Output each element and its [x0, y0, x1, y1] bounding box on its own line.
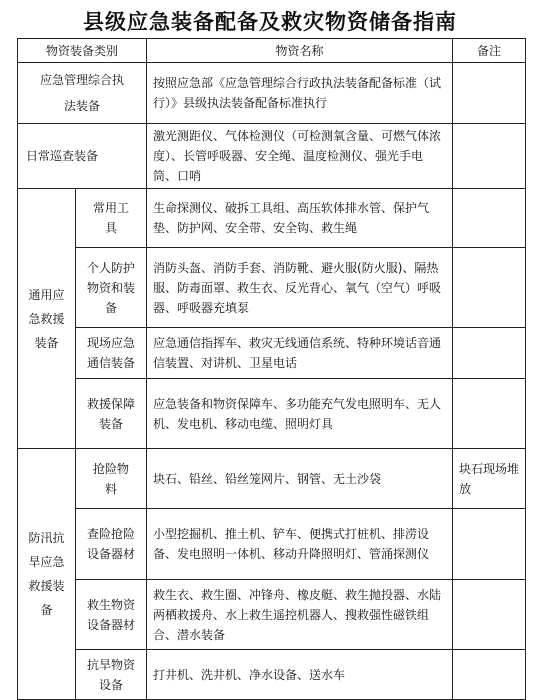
subcategory-cell: 抗旱物资设备 [76, 650, 147, 700]
table-row [18, 189, 526, 248]
items-cell: 小型挖掘机、推土机、铲车、便携式打桩机、排涝设备、发电照明一体机、移动升降照明灯、管涌探测仪 [147, 509, 453, 580]
items-cell: 激光测距仪、气体检测仪（可检测氧含量、可燃气体浓度）、长管呼吸器、安全绳、温度检测仪、强光手电筒、口哨 [147, 124, 453, 189]
subcategory-cell: 查险抢险设备器材 [76, 509, 147, 580]
table-row [18, 449, 526, 509]
table-row [18, 580, 526, 650]
items-cell: 应急装备和物资保障车、多功能充气发电照明车、无人机、发电机、移动电缆、照明灯具 [147, 379, 453, 449]
note-cell [453, 650, 526, 700]
category-cell: 应急管理综合执法装备 [18, 63, 147, 124]
items-cell: 救生衣、救生圈、冲锋舟、橡皮艇、救生抛投器、水陆两栖救援舟、水上救生遥控机器人、搜救强性磁铁组合、潜水装备 [147, 580, 453, 650]
equipment-table [17, 38, 526, 700]
items-cell: 消防头盔、消防手套、消防靴、避火服(防火服)、隔热服、防毒面罩、救生衣、反光背心、氧气（空气）呼吸器、呼吸器充填泵 [147, 248, 453, 328]
subcategory-cell: 救生物资设备器材 [76, 580, 147, 650]
category-cell: 日常巡查装备 [18, 124, 147, 189]
items-cell: 生命探测仪、破拆工具组、高压软体排水管、保护气垫、防护网、安全带、安全钩、救生绳 [147, 189, 453, 248]
note-cell [453, 189, 526, 248]
note-cell [453, 580, 526, 650]
items-cell: 打井机、洗井机、净水设备、送水车 [147, 650, 453, 700]
header-category: 物资装备类别 [18, 39, 147, 63]
table-row [18, 248, 526, 328]
category-cell: 通用应急救援装备 [18, 189, 76, 449]
note-cell [453, 328, 526, 379]
page-title: 县级应急装备配备及救灾物资储备指南 [83, 10, 457, 34]
subcategory-cell: 常用工具 [76, 189, 147, 248]
subcategory-cell: 抢险物料 [76, 449, 147, 509]
table-row [18, 379, 526, 449]
table-row [18, 650, 526, 700]
header-note: 备注 [453, 39, 526, 63]
items-cell: 按照应急部《应急管理综合行政执法装备配备标准（试行）》县级执法装备配备标准执行 [147, 63, 453, 124]
subcategory-cell: 救援保障装备 [76, 379, 147, 449]
table-row [18, 509, 526, 580]
table-header-row [18, 39, 526, 63]
note-cell [453, 124, 526, 189]
table-row [18, 328, 526, 379]
note-cell: 块石现场堆放 [453, 449, 526, 509]
note-cell [453, 63, 526, 124]
table-row [18, 63, 526, 124]
items-cell: 应急通信指挥车、救灾无线通信系统、特种环境话音通信装置、对讲机、卫星电话 [147, 328, 453, 379]
subcategory-cell: 个人防护物资和装备 [76, 248, 147, 328]
note-cell [453, 379, 526, 449]
items-cell: 块石、铅丝、铅丝笼网片、钢管、无土沙袋 [147, 449, 453, 509]
category-cell: 防汛抗旱应急救援装备 [18, 449, 76, 700]
note-cell [453, 509, 526, 580]
table-row [18, 124, 526, 189]
subcategory-cell: 现场应急通信装备 [76, 328, 147, 379]
header-name: 物资名称 [147, 39, 453, 63]
note-cell [453, 248, 526, 328]
